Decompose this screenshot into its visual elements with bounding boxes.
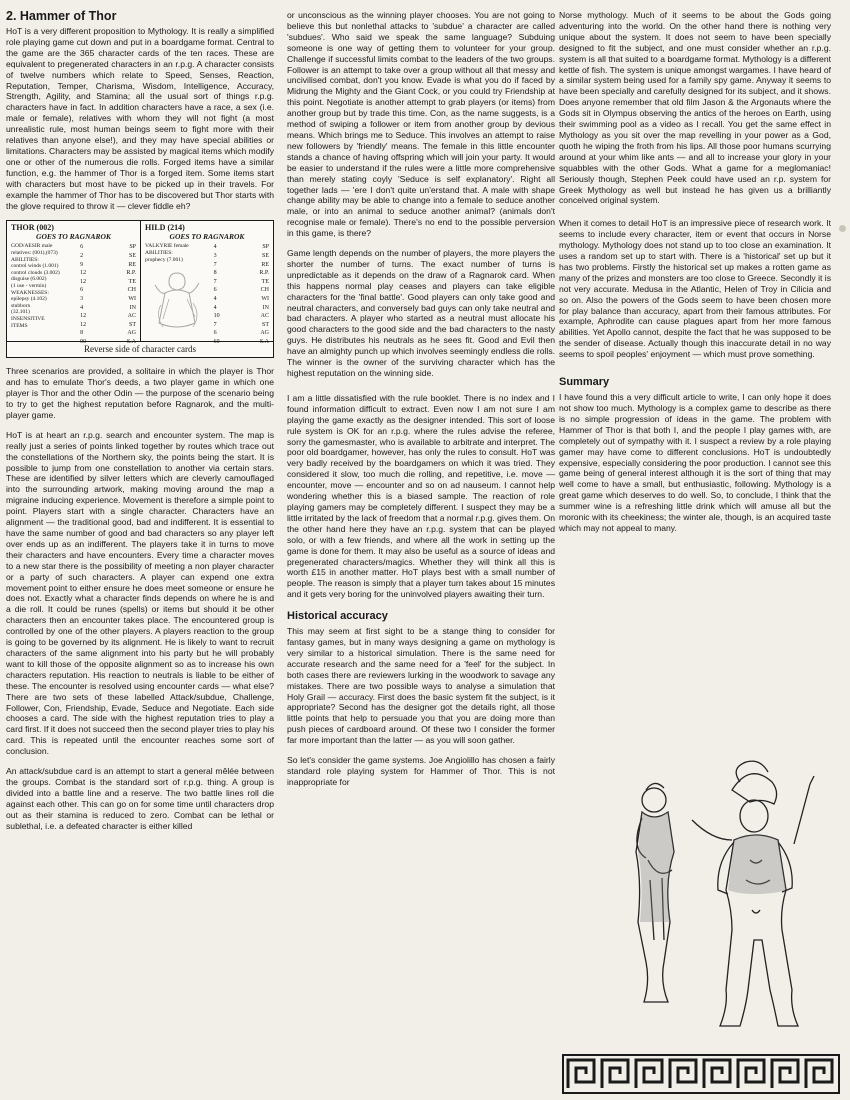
card-stat-row [80,252,136,261]
card-stat-row [214,269,269,278]
stat-label: WI [128,295,136,302]
stat-value: 12 [80,313,87,320]
stat-value: 4 [213,295,217,302]
card-attr-line: ABILITIES: [11,256,39,263]
paragraph: or unconscious as the winning player chooses. You are not going to believe this but nonlethal attacks to 'subdue' a character are called 'subdues'. Who said we speak the same language? Subduing someone is one way of getting them to volunteer for your group. Challenge if successful limits combat to the leaders of the two groups. Follower is an attempt to take over a group without all that messy and uncivilised combat, don't you know. Evade is what you do if faced by Midrung the Mighty and the Giant Cock, or you could try Friendship at this point. Negotiate is another attempt to grab players (or items) from another group but by trade this time. Con, as the name suggests, is a method of swiping a follower or item from another group by devious means. Which brings me to Seduce. This involves an attempt to raise new followers by 'friendly' means. The female in this little encounter stands a chance of having offspring which will join your party. It would be easier to understand if the rules were a little more comprehensive than merely stating coyly 'Seduce is self explanatory'. Right all together lads — 'ere I don't quite un'erstand that. A male with shape change ability may be able to change into a female to seduce another male, or into an animal to seduce another animal? (animals don't recognise male or female). There's no end to the possible perversion in this game, is there? [287,10,555,239]
hild-card [140,221,273,345]
paragraph: I am a little dissatisfied with the rule booklet. There is no index and I found information difficult to extract. Even now I am not sure I am playing the game exactly as the designer intended. This sort of loose rule system is OK for an r.p.g. where the rules advise the referee, sorry the gamesmaster, who is available to arbitrate and interpret. The poor old boardgamer, however, has only the rules to consult. HoT was very badly received by the boardgamers on which it was tried. They considered it slow, too much die rolling, and repetitive, i.e. move — encounter, move — encounter and so on ad nauseum. I cannot help wondering whether this is a biased sample. The reaction of role playing gamers may be completely different. I suspect they may be a little irritated by the lack of freedom that a normal r.p.g. gives them. On the other hand here they have an r.p.g. system that can be played solo, or with a few friends, and where all the work in setting up the game is done for them. It may also be useful as a source of ideas and pregenerated characters/magics. Whether they will think all this is worth £15 in another matter. HoT plays best with a small number of people. The reason is simply that a player turn takes about 15 minutes and it gets very boring for the uninvolved players awaiting their turn. [287,392,555,600]
stat-label: TE [261,278,269,285]
card-stat-row [80,295,136,304]
stat-value: 6 [80,287,84,294]
thor-card [7,221,140,345]
card-stat-row [80,321,136,330]
stat-label: SP [129,244,136,251]
stat-value: 90 [80,338,87,345]
card-stat-row [80,304,136,313]
stat-value: 8 [80,330,84,337]
stat-label: RE [128,261,136,268]
card-attr-line: VALKYRIE female [145,243,189,250]
stat-value: 7 [213,278,217,285]
paragraph: I have found this a very difficult article to write, I can only hope it does not show too much. Mythology is a complex game to describe as there is no simple progression of ideas in the game. The problem with Hammer of Thor is that both I, and the people I play games with, are completely out of sympathy with it. I suspect a review by a role playing gamer may have come to different conclusions. HoT is undoubtedly expensive, especially considering the poor production. I cannot see this game being of general interest although it is the sort of thing that may well come to have a small, but enthusiastic, following. Mythology is a great game which deserves to do well. So, to conclude, I think that the summer wine is a refreshing little drink which will amuse all but the moronic with its cheekiness; the winter ale, though, is an acquired taste which may not appeal to many. [559,392,831,533]
card-attr-line: prophecy (7.001) [145,256,183,263]
stat-label: SE [261,253,269,259]
column-1 [6,10,274,1100]
card-stat-row [214,338,269,347]
stat-value: 4 [213,304,217,311]
card-stat-row [214,304,269,313]
greek-key-border [562,1054,840,1094]
paragraph: An attack/subdue card is an attempt to start a general mêlée between the groups. Combat is the standard sort of r.p.g. thing. A group is divided into a battle line and a reserve. The two battle lines roll die against each other. This can go on for some time until characters drop out as their stamina is reduced to zero. Combat can be lethal or sublethal, i.e. a defeated character is either killed [6,766,274,831]
card-stats [80,243,136,346]
stat-value: 4 [80,304,84,311]
article-title: 2. Hammer of Thor [6,10,117,23]
paragraph: So let's consider the game systems. Joe Angiolillo has chosen a fairly standard role playing system for Hammer of Thor. This is not inappropriate for [287,755,555,787]
stat-value: 6 [213,330,217,337]
card-stat-row [80,286,136,295]
stat-label: IN [129,304,136,311]
card-attr-line: ITEMS [11,322,28,329]
stat-label: IN [262,304,269,311]
card-stat-row [80,261,136,270]
paragraph: When it comes to detail HoT is an impressive piece of research work. It seems to include every character, item or event that occurs in Norse mythology. Mythology does not stand up to too close an examination. It uses a random set up to start with. There is a 'historical' set up but it has two problems. Firstly the historical set up makes a rotten game as many of the prizes and monsters are too close to Greece. Secondly it is not very accurate. Medusa in the Atlantic, Helen of Troy in Cilicia and so on. Also the powers of the Gods seem to have been chosen more for play balance than accuracy, apart from their famous attributes. For example, Aphrodite can cause plagues apart from her more famous abilities. Yet Apollo cannot, despite the fact that he was supposed to be the sender of disease. Actually though this inaccurate detail in no way seems to spoil peoples' enjoyment — which must prove something. [559,218,831,360]
card-name: THOR (002) [11,223,54,233]
card-stat-row [214,243,269,252]
stat-value: 6 [213,287,217,294]
stat-label: AG [260,330,269,337]
card-stat-row [80,312,136,321]
card-attr-line: WEAKNESSES: [11,289,49,296]
stat-label: SP [262,244,269,251]
card-attr-line: control clouds (3.002) [11,269,60,276]
character-cards-figure [6,220,274,358]
stat-label: TE [128,278,136,285]
card-attr-line: relatives: (001),(073) [11,250,58,256]
card-stat-row [80,278,136,287]
card-attr-line: epilepsy (4.102) [11,296,47,303]
punch-hole-mark [839,225,846,232]
card-stat-row [214,278,269,287]
stat-value: 12 [80,321,87,328]
card-name: HILD (214) [145,223,185,233]
stat-label: S.A [259,338,269,345]
stat-value: 6 [80,244,84,251]
stat-label: CH [127,287,136,294]
column-2 [287,10,555,1100]
card-attr-line: INSENSITIVE [11,315,45,322]
paragraph: HoT is at heart an r.p.g. search and encounter system. The map is really just a series of points linked together by routes which trace out the constellations of the Northern sky, the points being the start. It is possible to jump from one constellation to another via certain stars. These are identified by silver letters which are cleverly camouflaged into the surrounding artwork, making moving around the map a migraine inducing experience. Movement is therefore a simple point to point. Players start with a single character. Characters have an alignment — the traditional good, bad and indifferent. It is essential to have the same number of good and bad characters so any player left over ends up as an indifferent. The players take it in turns to move their characters and have encounters. Every time a character moves to a new star there is the possibility of meeting a non player character or a party of such characters. A player can expend one extra movement point to either ensure he does meet someone or ensure he does not. Exactly what a character finds depends on where he is and a die roll. It could be runes (spells) or items but should it be other characters then an encounter takes place. The encountered group is controlled by one of the other players. A players reaction to the group is going to be governed by its alignment. He is likely to want to recruit characters of the same alignment into his party but he will probably want to kill those of the opposite alignment so as to increase his own characters reputation. His reaction to neutrals is liable to be either of these. The encounter is resolved using encounter cards — what else? There are two sets of these labelled Attack/subdue, Challenge, Follower, Con, Friendship, Evade, Seduce and Negotiate. Each side chooses a card. The side with the highest reputation tries to play a card first. If it does not succeed then the second player tries to play his card. This is repeated until the encounter reaches some sort of conclusion. [6,429,274,757]
paragraph: This may seem at first sight to be a stange thing to consider for fantasy games, but in many ways designing a game on mythology is very similar to a historical simulation. There is the same need for accurate research and the same need for a 'feel' for the subject. In both cases there are reviewers lurking in the woodwork to savage any mistakes. There are two possible ways to analyse a simulation that Holy Grail — accuracy. First does the basic system fit the subject, is it appropriate? Second has the designer got the details right, all those little points that help to persuade you that you are doing more than push pieces of cardboard around. Of these two I consider the former far more important than the latter — as you will soon gather. [287,626,555,746]
stat-label: ST [261,321,269,328]
section-heading: Historical accuracy [287,610,388,623]
card-attr-line: GOD/AESIR male [11,243,53,250]
paragraph: Game length depends on the number of players, the more players the shorter the number of turns. The exact number of turns is unpredictable as it depends on the draw of a Ragnarok card. When this happens normal play ceases and players can take eligible characters for the 'final battle'. Good players can only take good and neutral characters, and conversely bad guys can only take neutral and bad characters. A player who started as a neutral must allocate his good characters to the good side and the bad characters to the nasty guys. He distributes his neutrals as he sees fit. Good and Evil then have an almighty punch up which involves seemingly endless die rolls. The winner is the owner of the surviving character which has the highest reputation on the winning side. [287,248,555,378]
stat-value: 12 [80,278,87,285]
card-stat-row [214,329,269,338]
card-stat-row [214,286,269,295]
card-stat-row [80,338,136,347]
stat-label: AG [127,330,136,337]
card-stat-row [214,312,269,321]
card-attributes [145,243,214,263]
stat-value: 3 [80,295,84,302]
card-attr-line: stubborn [11,302,31,309]
stat-value: 12 [80,270,87,277]
stat-label: AC [260,313,269,320]
card-attr-line: disguise (6.002) [11,276,47,283]
stat-label: R.P. [126,270,136,277]
stat-label: S.A [126,338,136,345]
stat-label: CH [260,287,269,294]
card-stat-row [214,261,269,270]
stat-value: 3 [213,253,217,259]
figure-caption: Reverse side of character cards [7,341,273,357]
stat-value: 8 [213,270,217,277]
card-subtitle: GOES TO RAGNAROK [36,231,111,241]
card-stat-row [80,329,136,338]
stat-value: 10 [213,313,220,320]
valkyrie-sketch-icon [147,265,209,335]
card-stat-row [80,269,136,278]
card-subtitle: GOES TO RAGNAROK [169,231,245,241]
paragraph: Three scenarios are provided, a solitaire in which the player is Thor and has to emulate Thor's deeds, a two player game in which one player is Thor and the other Odin — the purpose of the scenario being to try to get the highest reputation before Ragnarok, and the multi-player game. [6,366,274,420]
card-stats [214,243,269,346]
paragraph: Norse mythology. Much of it seems to be about the Gods going adventuring into the world. On the other hand there is nothing very unique about the system. It does not seem to have been specially designed to fit the subject, and one must consider whether an r.p.g. system is all that suited to a boardgame format. Mythology is a different kettle of fish. The system is unique amongst wargames. I have heard of a similar system being used for a family spy game. Anyway it seems to have been specially and carefully designed for its subject, and it shows. Does anyone remember that old film Jason & the Argonauts where the Gods sit in Olympus observing the antics of the heroes on Earth, using their swimming pool as a video as I recall. You get the same effect in Mythology as you sit over the map revelling in your power as a God, quoth he wiping the froth from his lips. All those poor humans scurrying around at your whim like ants — and all to increase your glory in your squabbles with the other Gods. What a game for a meglomaniac! Seriously though, Stephen Peek could have used an r.p. system for Greek Mythology as well but instead he has given us a brilliantly conceived original system. [559,10,831,206]
card-attr-line: (1 use - vermin) [11,282,47,289]
paragraph: HoT is a very different proposition to Mythology. It is really a simplified role playing game cut down and put in a boardgame format. Central to the game are the 365 character cards of the ten races. These are equivalent to pregenerated characters in an r.p.g. A character consists of twelve numbers which relate to Speed, Senses, Reaction, Reputation, Temper, Charisma, Wisdom, Intelligence, Accuracy, Strength, Agility, and Stamina; all the usual sort of things r.p.g. characters have in fact. In addition characters have a race, a sex (i.e. male or female), relatives with whom they will not fight (a most unrealistic rule, most human beings seem to fight more with their relatives than anyone else!), and they may have special abilities or limitations. Characters may be assisted by magical items which modify one or other of the numerous die rolls. Forged items have a similar function, e.g. the hammer of Thor is a forged item. Some items start with characters but most have to be picked up in their travels. For example the hammer of Thor has to be discovered but Thor starts with the glove required to throw it — clever fiddle eh? [6,26,274,211]
stat-label: AC [127,313,136,320]
stat-label: ST [128,321,136,328]
card-stat-row [214,252,269,261]
stat-value: 2 [80,253,84,259]
card-attr-line: control winds (1.001) [11,263,59,270]
stat-label: WI [261,295,269,302]
stat-label: RE [261,261,269,268]
card-stat-row [214,321,269,330]
stat-label: R.P. [259,270,269,277]
stat-value: 4 [213,244,217,251]
section-heading: Summary [559,376,610,389]
card-stat-row [214,295,269,304]
stat-value: 7 [213,321,217,328]
stat-value: 60 [213,338,220,345]
card-attr-line: (32.101) [11,309,30,316]
warrior-statue-illustration [612,760,822,1050]
stat-label: SE [128,253,136,259]
card-stat-row [80,243,136,252]
card-attr-line: ABILITIES: [145,250,173,256]
stat-value: 9 [80,261,84,268]
stat-value: 7 [213,261,217,268]
